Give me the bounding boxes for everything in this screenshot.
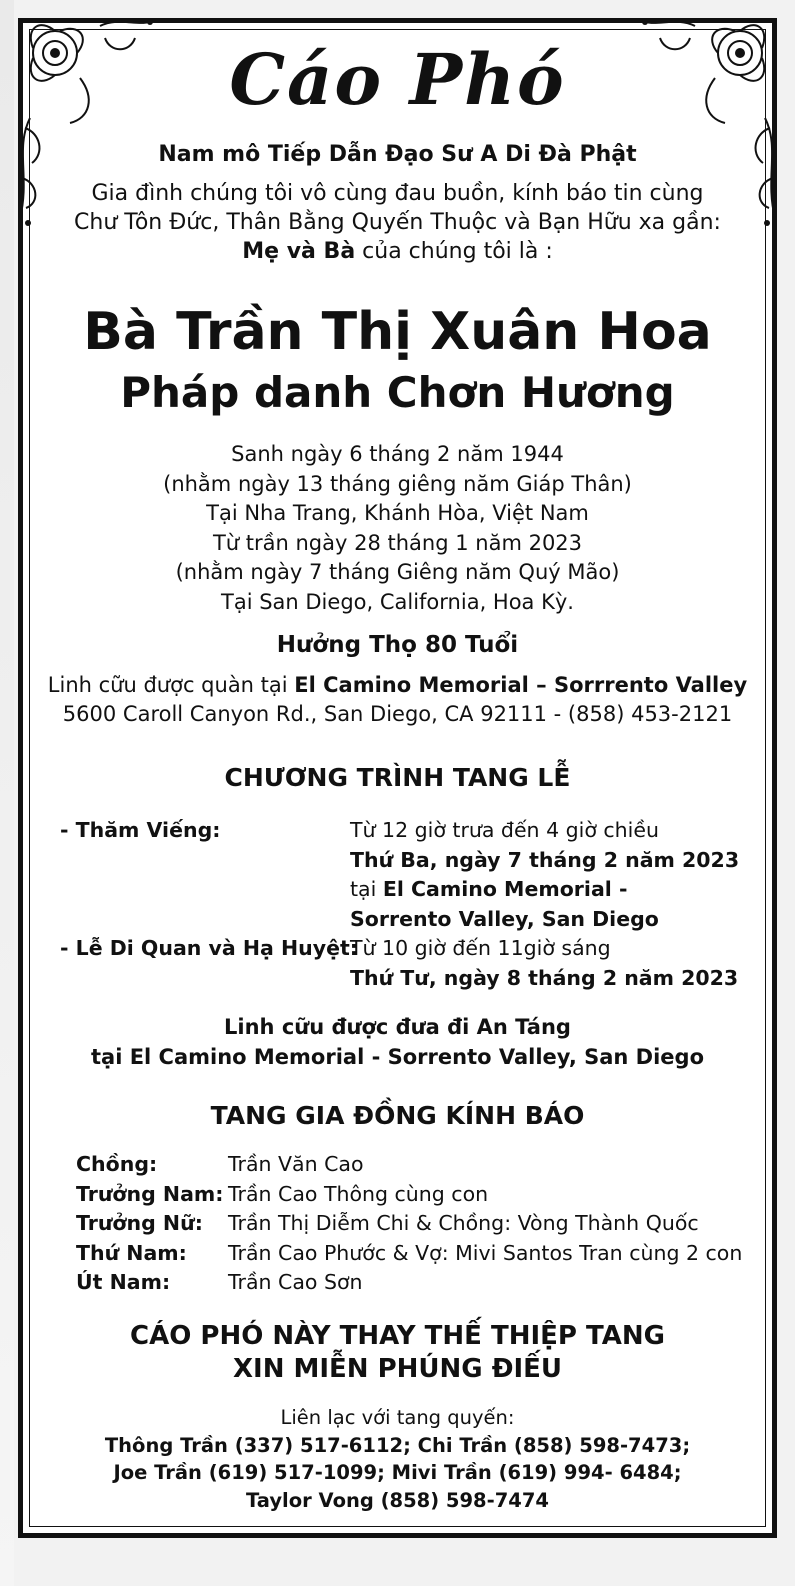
family-heading: TANG GIA ĐỒNG KÍNH BÁO (210, 1101, 585, 1130)
viewing-location (0, 671, 795, 729)
location-address: 5600 Caroll Canyon Rd., San Diego, CA 92111 - (858) 453-2121 (62, 702, 733, 726)
family-member-row: Trưởng Nữ: Trần Thị Diễm Chi & Chồng: Vòng Thành Quốc (76, 1209, 756, 1239)
schedule-row (60, 875, 760, 905)
family-member-row: Thứ Nam: Trần Cao Phước & Vợ: Mivi Santos Tran cùng 2 con (76, 1239, 756, 1269)
notice-line-1: CÁO PHÓ NÀY THAY THẾ THIỆP TANG (130, 1321, 665, 1351)
location-line (0, 671, 795, 700)
family-role: Trưởng Nữ (76, 1211, 195, 1235)
death-date: Từ trần ngày 28 tháng 1 năm 2023 (212, 530, 583, 555)
notice-line-2: XIN MIỄN PHÚNG ĐIẾU (232, 1354, 563, 1384)
contact-line-3: Taylor Vong (858) 598-7474 (246, 1488, 549, 1512)
location-name: El Camino Memorial – Sorrrento Valley (294, 673, 748, 697)
buddhist-prayer: Nam mô Tiếp Dẫn Đạo Sư A Di Đà Phật (158, 142, 637, 167)
family-names: Trần Văn Cao (228, 1152, 364, 1176)
burial-time: Từ 10 giờ đến 11giờ sáng (350, 936, 611, 960)
contact-label: Liên lạc với tang quyến: (280, 1406, 515, 1429)
family-member-row: Trưởng Nam: Trần Cao Thông cùng con (76, 1180, 756, 1210)
death-place: Tại San Diego, California, Hoa Kỳ. (221, 589, 574, 614)
intro-line-3-rest: của chúng tôi là : (355, 239, 553, 264)
birth-date: Sanh ngày 6 tháng 2 năm 1944 (231, 442, 564, 466)
visit-label: - Thăm Viếng: (60, 818, 221, 842)
family-role: Thứ Nam (76, 1240, 179, 1265)
schedule-row (60, 964, 760, 994)
death-lunar-date: (nhằm ngày 7 tháng Giêng năm Quý Mão) (175, 560, 620, 584)
burial-date: Thứ Tư, ngày 8 tháng 2 năm 2023 (350, 965, 739, 990)
funeral-schedule (60, 816, 760, 993)
family-names: Trần Cao Sơn (228, 1270, 363, 1294)
birth-lunar-date: (nhằm ngày 13 tháng giêng năm Giáp Thân) (163, 471, 632, 496)
intro-block (0, 140, 795, 266)
visit-time: Từ 12 giờ trưa đến 4 giờ chiều (350, 818, 659, 842)
contact-block (0, 1404, 795, 1514)
deceased-name: Bà Trần Thị Xuân Hoa (83, 302, 712, 362)
family-member-row: Út Nam: Trần Cao Sơn (76, 1268, 756, 1298)
contact-line-1: Thông Trần (337) 517-6112; Chi Trần (858) 598-7473; (104, 1433, 691, 1457)
intro-line-1: Gia đình chúng tôi vô cùng đau buồn, kính báo tin cùng (91, 181, 704, 206)
interment-info (0, 1012, 795, 1072)
visit-venue (350, 875, 627, 905)
location-prefix: Linh cữu được quàn tại (47, 673, 295, 697)
family-names: Trần Cao Phước & Vợ: Mivi Santos Tran cùng 2 con (228, 1240, 743, 1265)
family-names: Trần Thị Diễm Chi & Chồng: Vòng Thành Quốc (228, 1211, 699, 1235)
schedule-row (60, 905, 760, 935)
burial-label: - Lễ Di Quan và Hạ Huyệt: (60, 936, 358, 960)
interment-line-1: Linh cữu được đưa đi An Táng (224, 1015, 571, 1039)
intro-relation: Mẹ và Bà (242, 239, 356, 264)
notice-block (0, 1320, 795, 1386)
family-role: Chồng (76, 1152, 149, 1176)
intro-line-2: Chư Tôn Đức, Thân Bằng Quyến Thuộc và Bạn Hữu xa gần: (74, 210, 721, 235)
schedule-row (60, 846, 760, 876)
schedule-row (60, 816, 760, 846)
intro-line-3 (0, 237, 795, 266)
visit-at: tại (350, 877, 383, 901)
dharma-name: Pháp danh Chơn Hương (120, 368, 675, 417)
obituary-title: Cáo Phó (229, 38, 566, 121)
family-list (76, 1150, 756, 1298)
birth-place: Tại Nha Trang, Khánh Hòa, Việt Nam (206, 501, 589, 525)
family-names: Trần Cao Thông cùng con (228, 1181, 489, 1206)
visit-date: Thứ Ba, ngày 7 tháng 2 năm 2023 (350, 847, 740, 872)
visit-venue-name: El Camino Memorial - (382, 877, 628, 901)
birth-death-info (0, 440, 795, 617)
family-role: Trưởng Nam (76, 1181, 216, 1206)
family-member-row: Chồng: Trần Văn Cao (76, 1150, 756, 1180)
contact-line-2: Joe Trần (619) 517-1099; Mivi Trần (619) 994- 6484; (113, 1461, 682, 1484)
family-role: Út Nam (76, 1270, 162, 1294)
interment-line-2: tại El Camino Memorial - Sorrento Valley, San Diego (90, 1045, 705, 1069)
visit-venue-area: Sorrento Valley, San Diego (350, 906, 659, 931)
program-heading: CHƯƠNG TRÌNH TANG LỄ (224, 763, 571, 792)
schedule-row (60, 934, 760, 964)
age-at-death: Hưởng Thọ 80 Tuổi (276, 632, 519, 658)
